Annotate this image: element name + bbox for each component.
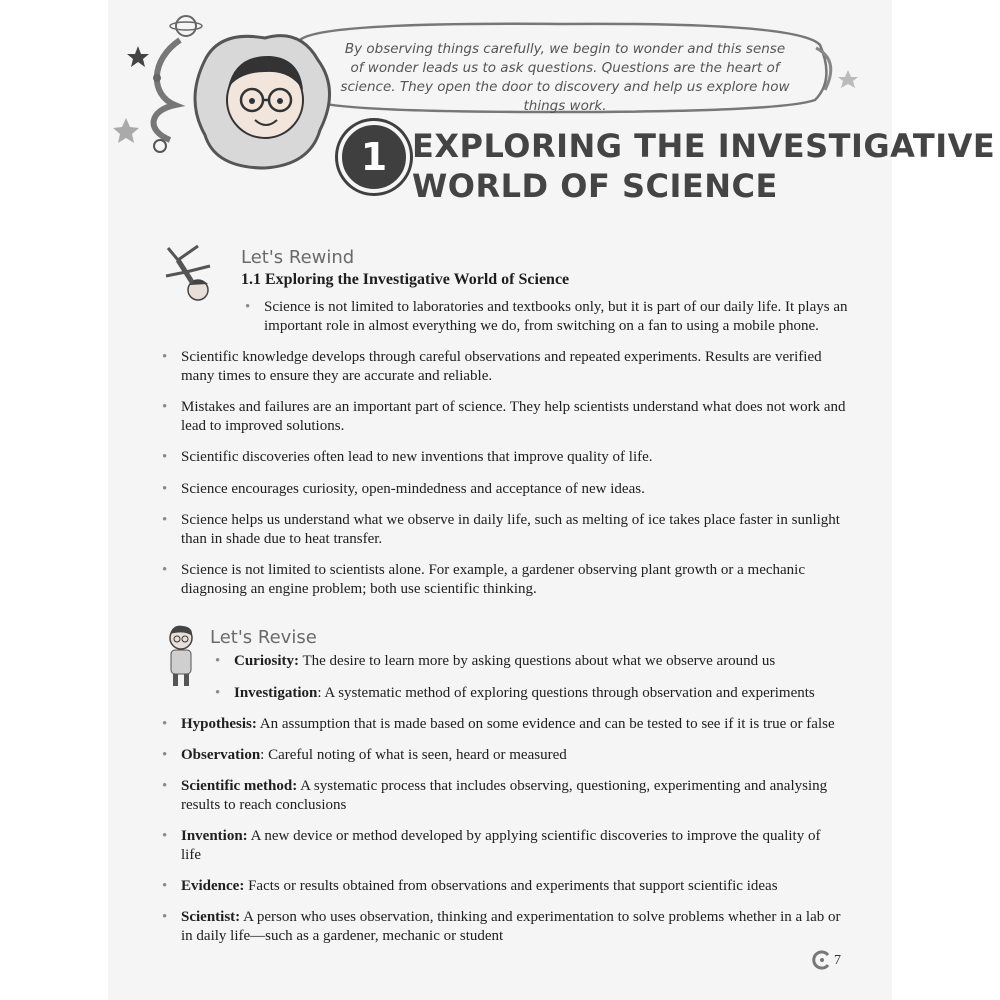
glossary-item: • Evidence: Facts or results obtained from observations and experiments that support scientific ideas: [181, 877, 851, 896]
glossary-term: Evidence:: [181, 878, 245, 894]
lets-rewind-heading: Let's Rewind: [241, 247, 355, 268]
list-item: • Science is not limited to laboratories and textbooks only, but it is part of our daily life. It plays an important role in almost everything we do, from switching on a fan to using a mobile phone.: [264, 298, 854, 336]
glossary-item: • Scientist: A person who uses observation, thinking and experimentation to solve problems whether in a lab or in daily life—such as a gardener, mechanic or student: [181, 908, 851, 946]
chapter-header: [0, 0, 1000, 220]
glossary-term: Investigation: [234, 685, 318, 701]
glossary-item: • Hypothesis: An assumption that is made based on some evidence and can be tested to see if it is true or false: [181, 715, 871, 734]
star-icon: [838, 70, 858, 88]
glossary-item: • Curiosity: The desire to learn more by asking questions about what we observe around us: [234, 652, 834, 671]
glossary-term: Scientist:: [181, 909, 241, 925]
boy-standing-icon: [161, 622, 201, 688]
rewind-subheading: 1.1 Exploring the Investigative World of Science: [241, 271, 570, 288]
list-item: • Scientific knowledge develops through careful observations and repeated experiments. Results are verified many times to ensure they are accurate and reliable.: [181, 348, 851, 386]
list-item: • Science encourages curiosity, open-mindedness and acceptance of new ideas.: [181, 480, 851, 499]
intro-quote: By observing things carefully, we begin to wonder and this sense of wonder leads us to ask questions. Questions are the heart of science. They open the door to discovery and help us explore how things work.: [340, 41, 790, 114]
publisher-logo-icon: [812, 950, 832, 970]
star-icon: [113, 118, 139, 143]
lets-revise-heading: Let's Revise: [210, 627, 317, 648]
list-item: • Scientific discoveries often lead to new inventions that improve quality of life.: [181, 448, 851, 467]
glossary-term: Observation: [181, 747, 261, 763]
chapter-title-line1: EXPLORING THE INVESTIGATIVE: [412, 127, 996, 165]
glossary-term: Scientific method:: [181, 778, 298, 794]
glossary-term: Curiosity:: [234, 653, 299, 669]
glossary-item: • Invention: A new device or method developed by applying scientific discoveries to improve the quality of life: [181, 827, 821, 865]
chapter-title-line2: WORLD OF SCIENCE: [412, 167, 778, 205]
boy-tumbling-icon: [160, 240, 220, 310]
star-icon: [127, 46, 149, 67]
page-number: 7: [834, 953, 841, 968]
chapter-number-badge: 1: [338, 121, 410, 193]
list-item: • Science helps us understand what we observe in daily life, such as melting of ice takes place faster in sunlight than in shade due to heat transfer.: [181, 511, 851, 549]
glossary-item: • Observation: Careful noting of what is seen, heard or measured: [181, 746, 851, 765]
glossary-term: Hypothesis:: [181, 716, 257, 732]
list-item: • Mistakes and failures are an important part of science. They help scientists understand what does not work and lead to improved solutions.: [181, 398, 851, 436]
glossary-term: Invention:: [181, 828, 248, 844]
planet-icon: [176, 16, 196, 36]
swirl-decoration: [154, 40, 180, 140]
chapter-title: [412, 126, 996, 206]
list-item: • Science is not limited to scientists alone. For example, a gardener observing plant growth or a mechanic diagnosing an engine problem; both use scientific thinking.: [181, 561, 841, 599]
glossary-item: • Investigation: A systematic method of exploring questions through observation and experiments: [234, 684, 854, 703]
glossary-item: • Scientific method: A systematic process that includes observing, questioning, experimenting and analysing results to reach conclusions: [181, 777, 851, 815]
